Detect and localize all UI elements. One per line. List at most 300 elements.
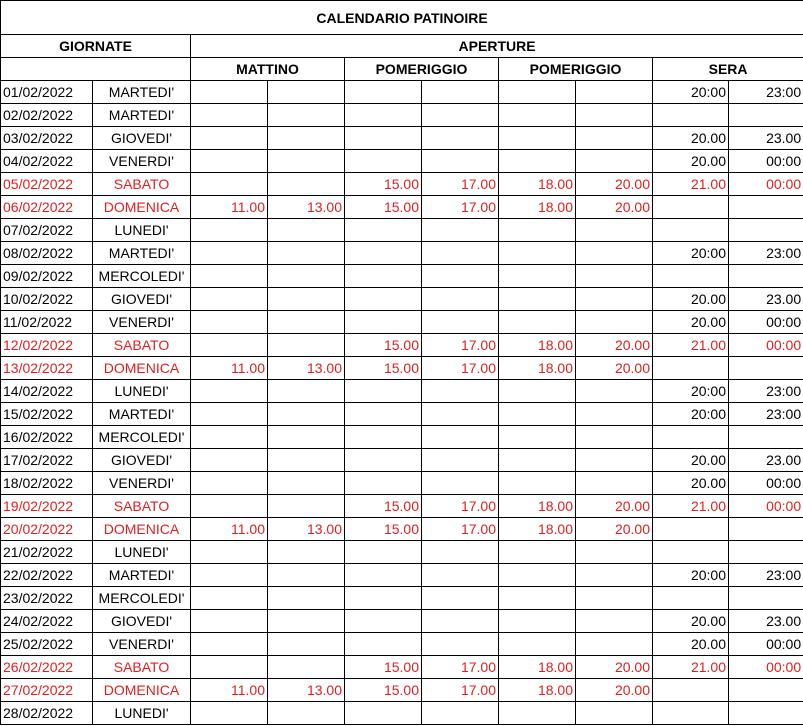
time-cell [268,426,345,449]
time-cell: 20.00 [576,679,653,702]
time-cell: 15.00 [345,518,422,541]
giornate-header: GIORNATE [1,35,191,58]
time-cell: 20.00 [653,449,729,472]
time-cell [422,104,499,127]
day-cell: MARTEDI' [93,81,191,104]
time-cell [422,403,499,426]
time-cell [191,633,268,656]
time-cell: 18.00 [499,656,576,679]
time-cell: 21.00 [653,495,729,518]
time-cell: 23.00 [729,288,803,311]
time-cell [345,702,422,725]
time-cell [268,127,345,150]
time-cell [499,403,576,426]
time-cell [653,265,729,288]
time-cell: 20.00 [653,633,729,656]
day-cell: VENERDI' [93,311,191,334]
time-cell [499,288,576,311]
time-cell [422,541,499,564]
table-row [1,357,803,380]
time-cell: 20.00 [653,311,729,334]
page-title: CALENDARIO PATINOIRE [1,1,803,35]
time-cell [729,219,803,242]
day-cell: VENERDI' [93,150,191,173]
time-cell [422,150,499,173]
time-cell [653,219,729,242]
time-cell [499,127,576,150]
time-cell [576,380,653,403]
time-cell: 20.00 [653,150,729,173]
time-cell [191,380,268,403]
time-cell: 20.00 [576,357,653,380]
time-cell: 17.00 [422,357,499,380]
time-cell: 23:00 [729,403,803,426]
time-cell: 20:00 [653,564,729,587]
time-cell [191,242,268,265]
date-cell: 09/02/2022 [1,265,93,288]
time-cell [191,219,268,242]
day-cell: MARTEDI' [93,242,191,265]
time-cell [422,265,499,288]
day-cell: MARTEDI' [93,403,191,426]
day-cell: SABATO [93,656,191,679]
time-cell [268,656,345,679]
time-cell [191,311,268,334]
time-cell [345,426,422,449]
date-cell: 08/02/2022 [1,242,93,265]
time-cell [499,564,576,587]
time-cell [729,679,803,702]
table-row [1,219,803,242]
day-cell: SABATO [93,334,191,357]
time-cell [576,81,653,104]
time-cell [499,541,576,564]
table-row [1,679,803,702]
time-cell: 15.00 [345,173,422,196]
time-cell [576,219,653,242]
time-cell: 20.00 [576,518,653,541]
time-cell [422,426,499,449]
time-cell [729,265,803,288]
table-row [1,472,803,495]
time-cell [268,173,345,196]
day-cell: SABATO [93,495,191,518]
time-cell: 00:00 [729,311,803,334]
time-cell [345,81,422,104]
giornate-subheader-empty [1,58,191,81]
day-cell: MERCOLEDI' [93,426,191,449]
time-cell [191,104,268,127]
time-cell: 20.00 [653,127,729,150]
time-cell [576,541,653,564]
date-cell: 11/02/2022 [1,311,93,334]
time-cell [729,702,803,725]
time-cell [422,288,499,311]
time-cell [653,196,729,219]
time-cell [422,242,499,265]
time-cell: 00:00 [729,334,803,357]
time-cell [576,242,653,265]
time-cell [191,587,268,610]
time-cell: 20.00 [576,196,653,219]
time-cell: 13.00 [268,196,345,219]
time-cell [345,104,422,127]
time-cell [268,81,345,104]
time-cell [268,104,345,127]
time-cell: 17.00 [422,495,499,518]
time-cell [191,288,268,311]
time-cell [268,242,345,265]
time-cell: 18.00 [499,173,576,196]
day-cell: GIOVEDI' [93,449,191,472]
time-cell [191,702,268,725]
table-row [1,127,803,150]
time-cell [576,449,653,472]
date-cell: 04/02/2022 [1,150,93,173]
time-cell [191,403,268,426]
day-cell: LUNEDI' [93,541,191,564]
day-cell: LUNEDI' [93,380,191,403]
time-cell: 17.00 [422,518,499,541]
time-cell [191,127,268,150]
time-cell: 00:00 [729,150,803,173]
time-cell [345,242,422,265]
time-cell [499,265,576,288]
date-cell: 23/02/2022 [1,587,93,610]
time-cell [653,679,729,702]
table-row [1,564,803,587]
time-cell [345,541,422,564]
time-cell [499,311,576,334]
time-cell [576,587,653,610]
time-cell: 00:00 [729,495,803,518]
time-cell [345,311,422,334]
time-cell: 15.00 [345,196,422,219]
day-cell: LUNEDI' [93,702,191,725]
date-cell: 05/02/2022 [1,173,93,196]
time-cell: 20.00 [576,173,653,196]
date-cell: 25/02/2022 [1,633,93,656]
time-cell [576,702,653,725]
time-cell: 11.00 [191,518,268,541]
time-cell [653,357,729,380]
day-cell: DOMENICA [93,679,191,702]
time-cell [345,265,422,288]
table-row [1,495,803,518]
time-cell: 13.00 [268,357,345,380]
time-cell: 00:00 [729,472,803,495]
time-cell [499,472,576,495]
time-cell [499,242,576,265]
time-cell [268,219,345,242]
time-cell: 18.00 [499,196,576,219]
aperture-header: APERTURE [191,35,803,58]
table-row [1,610,803,633]
pomeriggio-header-1: POMERIGGIO [345,58,499,81]
time-cell [576,633,653,656]
time-cell [191,564,268,587]
time-cell [345,472,422,495]
time-cell [191,472,268,495]
table-row [1,196,803,219]
time-cell [576,403,653,426]
table-row [1,449,803,472]
date-cell: 13/02/2022 [1,357,93,380]
time-cell: 20:00 [653,403,729,426]
time-cell: 20:00 [653,380,729,403]
time-cell: 17.00 [422,334,499,357]
time-cell [422,564,499,587]
date-cell: 02/02/2022 [1,104,93,127]
time-cell [729,587,803,610]
table-row [1,587,803,610]
time-cell: 23.00 [729,610,803,633]
time-cell [268,334,345,357]
time-cell [345,564,422,587]
time-cell [191,426,268,449]
time-cell: 20:00 [653,81,729,104]
table-row [1,633,803,656]
day-cell: MARTEDI' [93,104,191,127]
date-cell: 17/02/2022 [1,449,93,472]
time-cell: 21.00 [653,173,729,196]
time-cell: 15.00 [345,679,422,702]
time-cell [268,449,345,472]
time-cell: 00:00 [729,656,803,679]
table-row [1,81,803,104]
time-cell [422,219,499,242]
time-cell [576,426,653,449]
time-cell [345,587,422,610]
day-cell: LUNEDI' [93,219,191,242]
time-cell: 20.00 [653,610,729,633]
time-cell [729,426,803,449]
time-cell: 20:00 [653,242,729,265]
date-cell: 18/02/2022 [1,472,93,495]
time-cell: 13.00 [268,679,345,702]
day-cell: SABATO [93,173,191,196]
time-cell [345,219,422,242]
date-cell: 24/02/2022 [1,610,93,633]
time-cell: 21.00 [653,656,729,679]
date-cell: 12/02/2022 [1,334,93,357]
time-cell [499,380,576,403]
time-cell [268,150,345,173]
day-cell: DOMENICA [93,196,191,219]
time-cell [653,104,729,127]
time-cell [576,610,653,633]
table-row [1,242,803,265]
table-row [1,288,803,311]
day-cell: MERCOLEDI' [93,587,191,610]
time-cell: 17.00 [422,656,499,679]
date-cell: 20/02/2022 [1,518,93,541]
time-cell [576,150,653,173]
pomeriggio-header-2: POMERIGGIO [499,58,653,81]
table-row [1,380,803,403]
time-cell [576,311,653,334]
time-cell [499,426,576,449]
time-cell [499,702,576,725]
time-cell: 21.00 [653,334,729,357]
time-cell: 13.00 [268,518,345,541]
time-cell [191,541,268,564]
time-cell [268,587,345,610]
time-cell [268,311,345,334]
time-cell [729,196,803,219]
time-cell [653,541,729,564]
time-cell [268,380,345,403]
date-cell: 16/02/2022 [1,426,93,449]
date-cell: 01/02/2022 [1,81,93,104]
time-cell: 20.00 [653,288,729,311]
day-cell: DOMENICA [93,357,191,380]
time-cell [345,288,422,311]
time-cell [268,564,345,587]
time-cell [422,380,499,403]
table-row [1,150,803,173]
time-cell [268,403,345,426]
time-cell [653,702,729,725]
time-cell: 00:00 [729,173,803,196]
time-cell [191,265,268,288]
table-row [1,334,803,357]
table-row [1,702,803,725]
day-cell: GIOVEDI' [93,127,191,150]
time-cell [268,610,345,633]
time-cell [345,127,422,150]
time-cell [191,173,268,196]
date-cell: 06/02/2022 [1,196,93,219]
time-cell: 11.00 [191,357,268,380]
time-cell: 18.00 [499,334,576,357]
date-cell: 15/02/2022 [1,403,93,426]
time-cell [345,380,422,403]
time-cell: 20.00 [653,472,729,495]
day-cell: GIOVEDI' [93,610,191,633]
time-cell: 23:00 [729,242,803,265]
time-cell: 15.00 [345,334,422,357]
day-cell: GIOVEDI' [93,288,191,311]
time-cell [191,334,268,357]
table-row [1,403,803,426]
date-cell: 22/02/2022 [1,564,93,587]
date-cell: 07/02/2022 [1,219,93,242]
day-cell: MARTEDI' [93,564,191,587]
time-cell [422,610,499,633]
date-cell: 10/02/2022 [1,288,93,311]
date-cell: 19/02/2022 [1,495,93,518]
time-cell [499,610,576,633]
time-cell [191,495,268,518]
date-cell: 03/02/2022 [1,127,93,150]
time-cell [268,633,345,656]
time-cell: 17.00 [422,196,499,219]
time-cell [345,449,422,472]
time-cell: 23:00 [729,81,803,104]
time-cell [191,81,268,104]
time-cell [345,610,422,633]
time-cell [422,311,499,334]
time-cell [576,104,653,127]
time-cell [345,150,422,173]
time-cell [191,449,268,472]
mattino-header: MATTINO [191,58,345,81]
day-cell: VENERDI' [93,472,191,495]
time-cell: 17.00 [422,173,499,196]
time-cell: 15.00 [345,656,422,679]
time-cell [499,150,576,173]
date-cell: 26/02/2022 [1,656,93,679]
time-cell: 17.00 [422,679,499,702]
time-cell: 15.00 [345,495,422,518]
time-cell [345,403,422,426]
time-cell: 00:00 [729,633,803,656]
time-cell [576,265,653,288]
time-cell: 11.00 [191,679,268,702]
time-cell [499,81,576,104]
day-cell: VENERDI' [93,633,191,656]
time-cell [422,702,499,725]
sera-header: SERA [653,58,803,81]
time-cell [576,472,653,495]
time-cell [499,633,576,656]
date-cell: 28/02/2022 [1,702,93,725]
time-cell [191,656,268,679]
time-cell [268,541,345,564]
time-cell [729,518,803,541]
table-row [1,541,803,564]
time-cell: 23.00 [729,449,803,472]
time-cell [268,288,345,311]
table-row [1,104,803,127]
time-cell [653,518,729,541]
time-cell [653,587,729,610]
table-row [1,518,803,541]
time-cell: 11.00 [191,196,268,219]
time-cell: 23.00 [729,127,803,150]
table-row [1,656,803,679]
time-cell [653,426,729,449]
table-row [1,311,803,334]
time-cell: 18.00 [499,357,576,380]
time-cell [191,150,268,173]
date-cell: 27/02/2022 [1,679,93,702]
time-cell [345,633,422,656]
time-cell: 23:00 [729,380,803,403]
date-cell: 14/02/2022 [1,380,93,403]
table-row [1,265,803,288]
time-cell: 20.00 [576,334,653,357]
time-cell: 20.00 [576,495,653,518]
day-cell: MERCOLEDI' [93,265,191,288]
time-cell: 18.00 [499,495,576,518]
time-cell: 23:00 [729,564,803,587]
time-cell [576,127,653,150]
time-cell [729,357,803,380]
time-cell [499,587,576,610]
time-cell [268,702,345,725]
time-cell [576,288,653,311]
time-cell [499,449,576,472]
time-cell [576,564,653,587]
table-row [1,173,803,196]
time-cell: 20.00 [576,656,653,679]
time-cell: 18.00 [499,679,576,702]
time-cell [422,81,499,104]
time-cell [499,219,576,242]
time-cell [191,610,268,633]
